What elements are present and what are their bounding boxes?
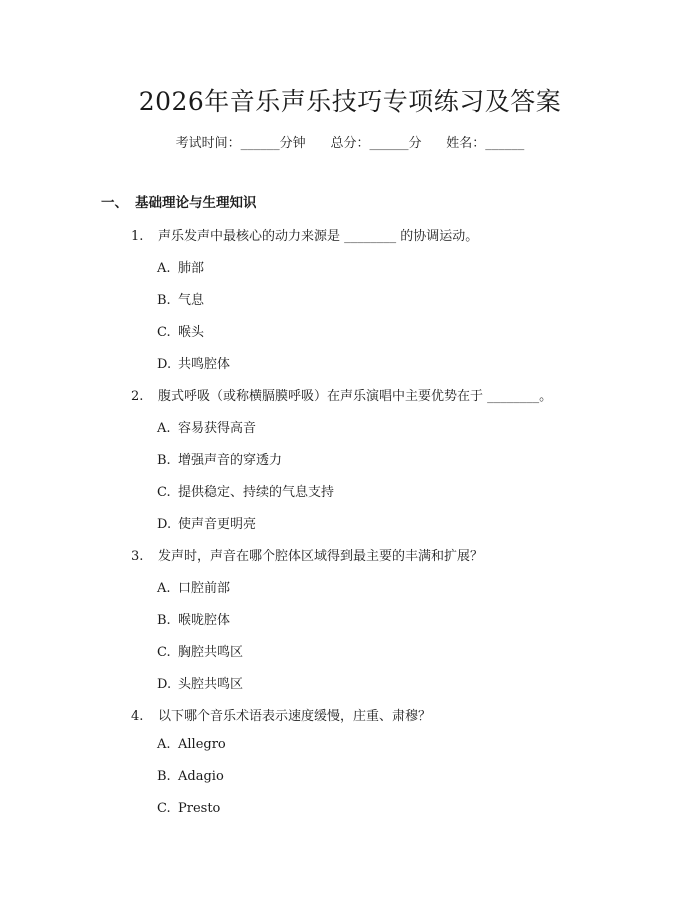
question-3 [131,545,483,564]
option-text: Allegro [178,737,226,752]
option-letter: A. [157,421,171,436]
option-4b [157,769,224,784]
total-score-field: 总分：______分 [330,136,422,151]
option-3a [157,577,230,596]
option-letter: C. [157,485,171,500]
question-4 [131,705,431,724]
question-text: 腹式呼吸（或称横膈膜呼吸）在声乐演唱中主要优势在于 ________。 [158,389,553,404]
option-2d [157,513,256,532]
option-text: 口腔前部 [178,581,231,596]
question-number: 4. [131,709,144,724]
section-number: 一、 [101,195,128,211]
option-4c [157,801,220,816]
question-number: 1. [131,229,144,244]
option-text: 提供稳定、持续的气息支持 [178,485,335,500]
option-2c [157,481,334,500]
option-letter: C. [157,645,171,660]
option-text: 共鸣腔体 [178,357,231,372]
option-2b [157,449,282,468]
option-1a [157,257,204,276]
option-text: 肺部 [178,261,205,276]
option-letter: C. [157,801,171,816]
option-letter: A. [157,737,171,752]
option-1c [157,321,204,340]
section-title: 基础理论与生理知识 [135,195,257,211]
page-title: 2026年音乐声乐技巧专项练习及答案 [138,87,562,116]
option-letter: A. [157,261,171,276]
option-text: 使声音更明亮 [178,517,257,532]
option-text: 容易获得高音 [178,421,257,436]
option-text: 喉咙腔体 [178,613,231,628]
option-letter: C. [157,325,171,340]
option-text: 增强声音的穿透力 [178,453,283,468]
option-3d [157,673,243,692]
option-text: Presto [178,801,221,816]
question-number: 3. [131,549,144,564]
option-text: Adagio [178,769,224,784]
option-letter: B. [157,293,171,308]
option-letter: B. [157,453,171,468]
option-letter: A. [157,581,171,596]
section-heading [101,191,257,211]
question-number: 2. [131,389,144,404]
name-field: 姓名：______ [446,136,525,151]
option-1d [157,353,230,372]
option-text: 气息 [178,293,205,308]
option-text: 头腔共鸣区 [178,677,244,692]
exam-meta-line [0,132,700,151]
question-text: 声乐发声中最核心的动力来源是 ________ 的协调运动。 [158,229,479,244]
option-text: 喉头 [178,325,205,340]
option-1b [157,289,204,308]
option-letter: B. [157,769,171,784]
option-letter: D. [157,677,172,692]
exam-time-field: 考试时间：______分钟 [175,136,306,151]
option-letter: D. [157,357,172,372]
question-1 [131,225,478,244]
option-letter: B. [157,613,171,628]
option-4a [157,737,226,752]
option-2a [157,417,256,436]
question-text: 以下哪个音乐术语表示速度缓慢，庄重、肃穆？ [158,709,432,724]
option-letter: D. [157,517,172,532]
option-3b [157,609,230,628]
option-text: 胸腔共鸣区 [178,645,244,660]
question-2 [131,385,552,404]
question-text: 发声时，声音在哪个腔体区域得到最主要的丰满和扩展？ [158,549,484,564]
option-3c [157,641,243,660]
